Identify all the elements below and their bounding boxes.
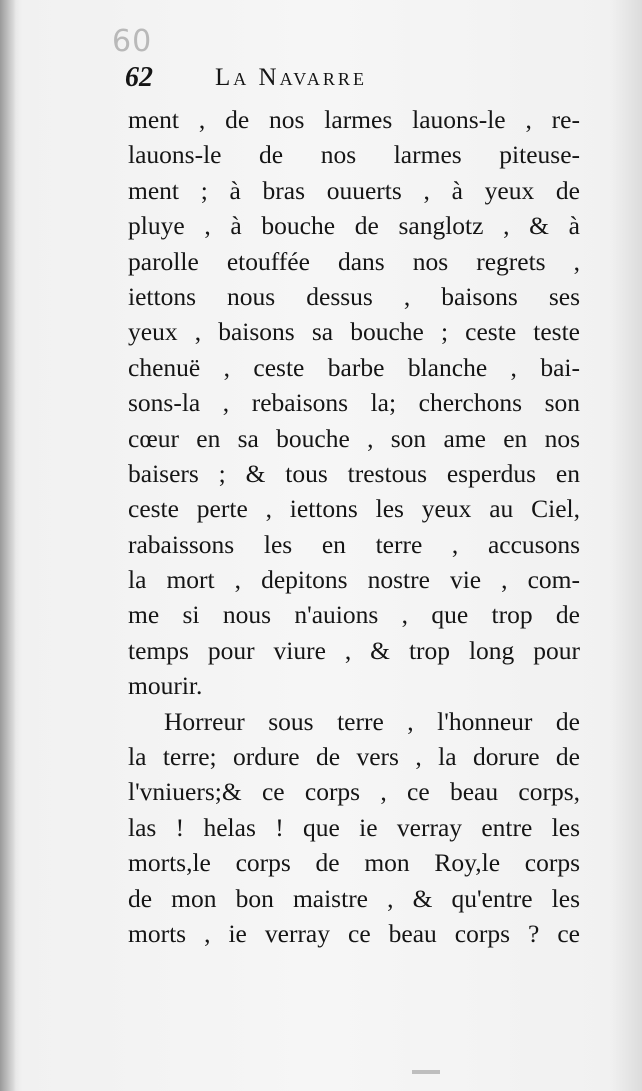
running-head	[125, 62, 465, 102]
page-smudge	[412, 1070, 440, 1074]
text-line: chenuë , ceste barbe blanche , bai-	[128, 352, 580, 382]
text-line: ceste perte , iettons les yeux au Ciel,	[128, 494, 580, 524]
text-line: de mon bon maistre , & qu'entre les	[128, 883, 580, 913]
paragraph-2	[128, 704, 580, 952]
running-title: La Navarre	[215, 64, 367, 91]
text-line: temps pour viure , & trop long pour	[128, 635, 580, 665]
pencil-page-number: 60	[112, 24, 153, 59]
text-line: rabaissons les en terre , accusons	[128, 529, 580, 559]
text-line: yeux , baisons sa bouche ; ceste teste	[128, 317, 580, 347]
text-line: me si nous n'auions , que trop de	[128, 600, 580, 630]
text-line: sons-la , rebaisons la; cherchons son	[128, 388, 580, 418]
text-line: mourir.	[128, 671, 203, 701]
text-line: Horreur sous terre , l'honneur de	[164, 706, 580, 736]
text-line: baisers ; & tous trestous esperdus en	[128, 458, 580, 488]
text-line: las ! helas ! que ie verray entre les	[128, 812, 580, 842]
text-line: lauons-le de nos larmes piteuse-	[128, 140, 580, 170]
text-line: l'vniuers;& ce corps , ce beau corps,	[128, 777, 580, 807]
text-line: cœur en sa bouche , son ame en nos	[128, 423, 580, 453]
text-line: morts , ie verray ce beau corps ? ce	[128, 918, 580, 948]
body-text	[128, 102, 580, 951]
page-number: 62	[125, 62, 153, 93]
text-line: la mort , depitons nostre vie , com-	[128, 565, 580, 595]
page-binding-shadow	[0, 0, 16, 1091]
text-line: iettons nous dessus , baisons ses	[128, 281, 580, 311]
paragraph-1	[128, 102, 580, 704]
text-line: la terre; ordure de vers , la dorure de	[128, 742, 580, 772]
text-line: morts,le corps de mon Roy,le corps	[128, 848, 580, 878]
text-line: ment , de nos larmes lauons-le , re-	[128, 105, 580, 134]
text-line: ment ; à bras ouuerts , à yeux de	[128, 175, 580, 205]
text-line: parolle etouffée dans nos regrets ,	[128, 246, 580, 276]
text-line: pluye , à bouche de sanglotz , & à	[128, 211, 580, 241]
